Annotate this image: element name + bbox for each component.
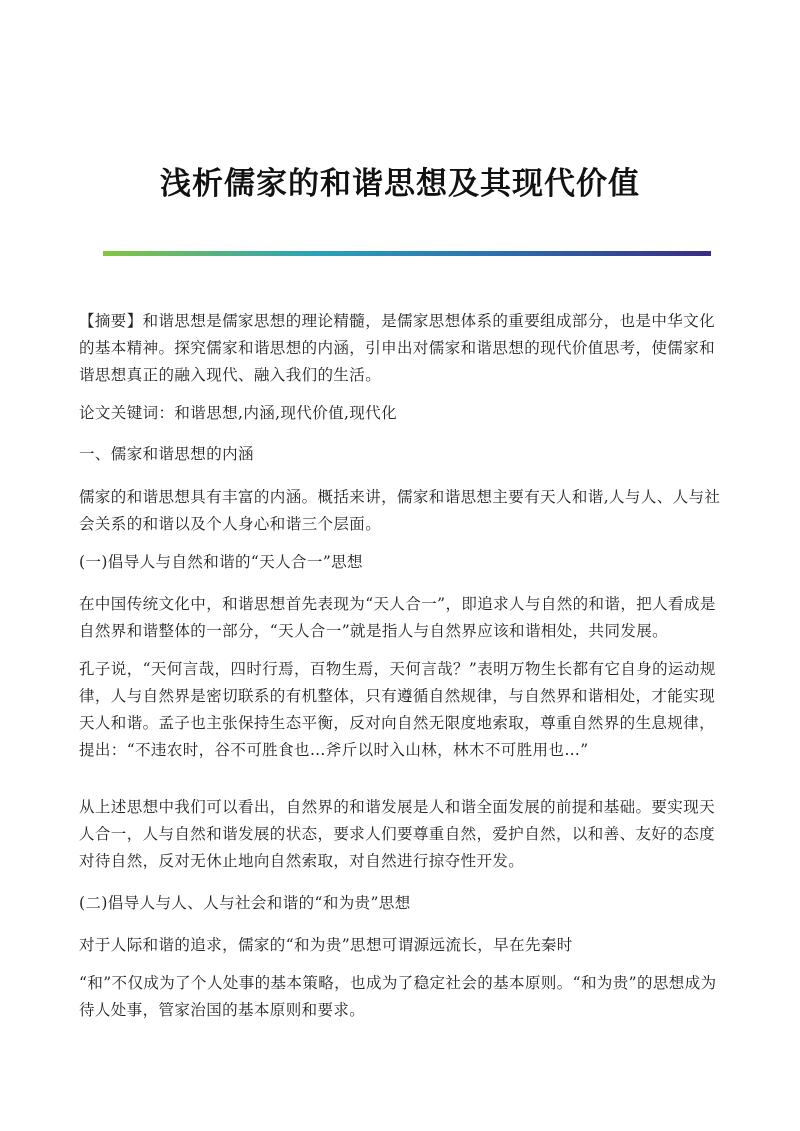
subsection-1-paragraph-1: 在中国传统文化中，和谐思想首先表现为“天人合一”，即追求人与自然的和谐，把人看成是自然界和谐整体的一部分，“天人合一”就是指人与自然界应该和谐相处，共同发展。 (79, 595, 716, 640)
title-divider (103, 251, 711, 256)
subsection-1-heading: (一)倡导人与自然和谐的“天人合一”思想 (79, 553, 363, 571)
subsection-2-heading: (二)倡导人与人、人与社会和谐的“和为贵”思想 (79, 894, 411, 912)
subsection-1-paragraph-2: 孔子说，“天何言哉，四时行焉，百物生焉，天何言哉？”表明万物生长都有它自身的运动规律，人与自然界是密切联系的有机整体，只有遵循自然规律，与自然界和谐相处，才能实现天人和谐。孟子也主张保持生态平衡，反对向自然无限度地索取，尊重自然界的生息规律，提出：“不违农时，谷不可胜食也…斧斤以时入山林，林木不可胜用也…” (79, 660, 716, 759)
subsection-2-paragraph-2: “和”不仅成为了个人处事的基本策略，也成为了稳定社会的基本原则。“和为贵”的思想成为待人处事，管家治国的基本原则和要求。 (79, 974, 717, 1019)
section-1-intro: 儒家的和谐思想具有丰富的内涵。概括来讲，儒家和谐思想主要有天人和谐,人与人、人与社会关系的和谐以及个人身心和谐三个层面。 (79, 488, 721, 533)
subsection-1-paragraph-3: 从上述思想中我们可以看出，自然界的和谐发展是人和谐全面发展的前提和基础。要实现天人合一，人与自然和谐发展的状态，要求人们要尊重自然，爱护自然，以和善、友好的态度对待自然，反对无休止地向自然索取，对自然进行掠夺性开发。 (79, 798, 716, 870)
abstract-paragraph: 【摘要】和谐思想是儒家思想的理论精髓，是儒家思想体系的重要组成部分，也是中华文化的基本精神。探究儒家和谐思想的内涵，引申出对儒家和谐思想的现代价值思考，使儒家和谐思想真正的融入现代、融入我们的生活。 (79, 312, 716, 384)
subsection-2-paragraph-1: 对于人际和谐的追求，儒家的“和为贵”思想可谓源远流长，早在先秦时 (79, 936, 573, 954)
section-1-heading: 一、儒家和谐思想的内涵 (79, 445, 254, 463)
keywords-line: 论文关键词：和谐思想,内涵,现代价值,现代化 (79, 404, 398, 422)
document-title: 浅析儒家的和谐思想及其现代价值 (160, 166, 640, 202)
